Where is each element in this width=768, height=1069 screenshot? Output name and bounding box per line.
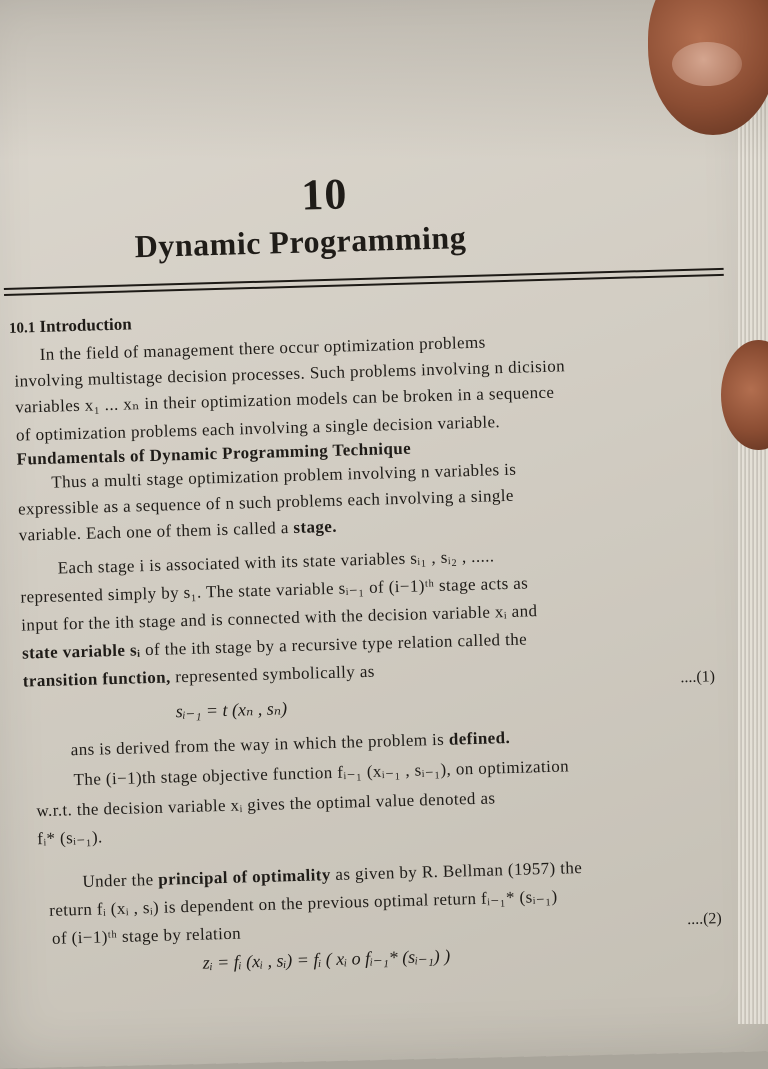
text-span: ans is derived from the way in which the problem is <box>70 729 445 760</box>
defined-term: defined. <box>448 727 511 749</box>
equation-number-2: ....(2) <box>686 910 722 929</box>
text-line: Each stage i is associated with its state variables sᵢ₁ , sᵢ₂ , ..... <box>57 546 495 578</box>
transition-function-term: transition function, <box>22 667 171 691</box>
state-variable-term: state variable sᵢ <box>21 640 141 663</box>
text-line: Thus a multi stage optimization problem involving n variables is <box>51 459 517 492</box>
text-span: of the ith stage by a recursive type relation called the <box>140 629 528 660</box>
subheading: Fundamentals of Dynamic Programming Technique <box>16 438 412 469</box>
stage-term: stage. <box>293 516 338 537</box>
text-span: variable. Each one of them is called a <box>18 518 290 545</box>
text-line: w.r.t. the decision variable xᵢ gives the optimal value denoted as <box>36 788 496 821</box>
text-line: expressible as a sequence of n such problems each involving a single <box>17 485 515 519</box>
text-line: of (i−1)ᵗʰ stage by relation <box>51 923 242 948</box>
text-line: of optimization problems each involving a single decision variable. <box>15 412 501 445</box>
equation-1: sᵢ₋₁ = t (xₙ , sₙ) <box>175 698 288 722</box>
text-line: The (i−1)th stage objective function fᵢ₋₁ (xᵢ₋₁ , sᵢ₋₁), on optimization <box>73 756 570 790</box>
equation-number-1: ....(1) <box>680 668 716 687</box>
section-number: 10.1 <box>8 320 36 337</box>
text-line: represented simply by s₁. The state variable sᵢ₋₁ of (i−1)ᵗʰ stage acts as <box>20 573 529 607</box>
text-line: fᵢ* (sᵢ₋₁). <box>36 827 103 849</box>
chapter-number: 10 <box>300 169 349 220</box>
text-line: variables x₁ ... xₙ in their optimization models can be broken in a sequence <box>14 382 555 417</box>
text-line: involving multistage decision processes. Such problems involving n dicision <box>14 356 566 391</box>
section-title: Introduction <box>39 314 132 336</box>
text-line: return fᵢ (xᵢ , sᵢ) is dependent on the previous optimal return fᵢ₋₁* (sᵢ₋₁) <box>48 886 558 920</box>
text-line: input for the ith stage and is connected with the decision variable xᵢ and <box>21 601 538 635</box>
section-heading <box>9 314 132 337</box>
text-line: In the field of management there occur optimization problems <box>39 332 486 364</box>
text-span: represented symbolically as <box>170 661 376 687</box>
chapter-title: Dynamic Programming <box>134 219 467 265</box>
text-span: Under the <box>82 870 154 891</box>
equation-2: zᵢ = fᵢ (xᵢ , sᵢ) = fᵢ ( xᵢ o fᵢ₋₁* (sᵢ₋₁) ) <box>202 945 451 973</box>
principle-term: principal of optimality <box>157 865 331 889</box>
fingernail <box>672 42 742 86</box>
text-span: as given by R. Bellman (1957) the <box>330 858 583 885</box>
